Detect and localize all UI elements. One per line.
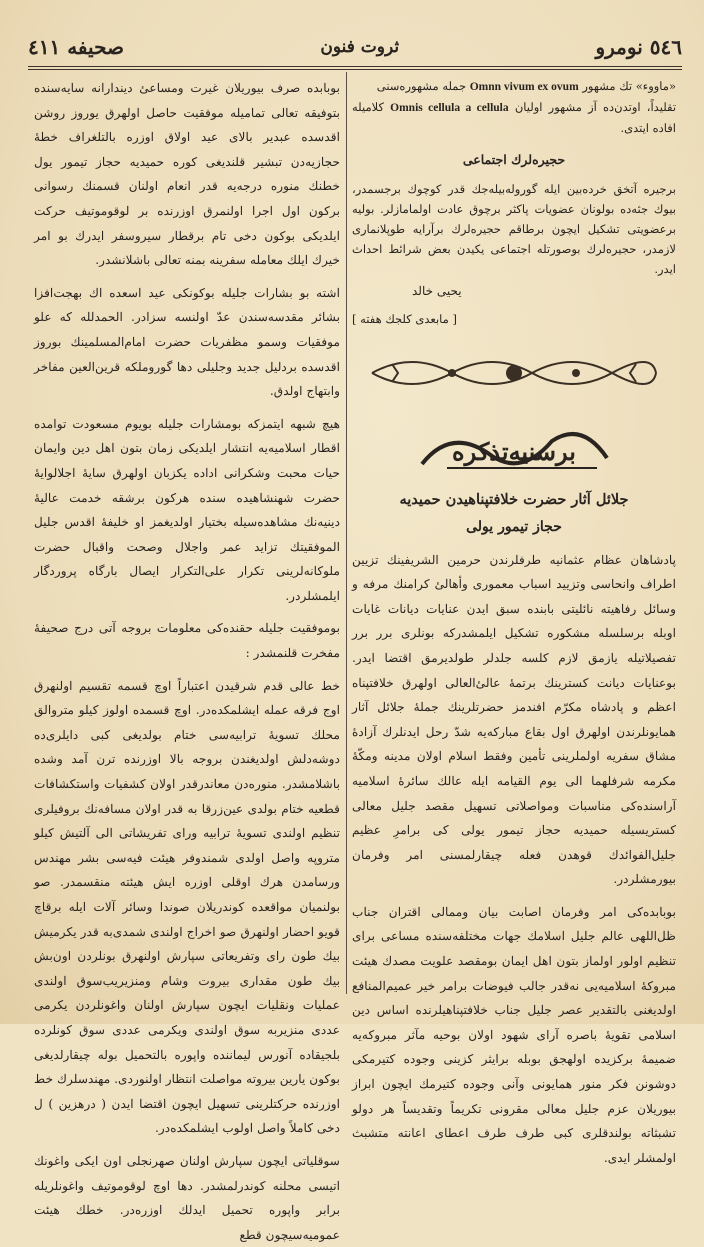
- section-subheading: حجیره‌لرك اجتماعی: [462, 152, 566, 167]
- ornamental-divider: [352, 346, 676, 400]
- continued-note: [ مابعدی كلجك هفته ]: [352, 312, 457, 327]
- article-paragraph-1: پادشاهان عظام عثمانیه طرفلرندن حرمین الشریفینك تزیین اطراف وانحاسی وتزیید اسباب معموری وأهالئ كرامنك مرفه و وسائل رفاهیته نائلیتی بابنده سبق ایدن عنایات دیانات غایات اوبله برسلسله مشكوره تشكیل ایلمشدركه بونلری برر برر تفصیلاتیله یازمق لازم كلسه جلدلر طولدیرمق اقتضا ایدر. بوعنایات دیانت كسترینك برتمۀ عالئ‌العالی اولهرق خلافتپناه اعظم و پادشاه مكرّم افندمز حضرتلرینك جملۀ جلائل آثار همایونلرندن اولهرق اول بقاع مباركه‌یه شدّ رحل ایدنلرك آزادۀ مشاق سفریه اولملرینی تأمین وفقط اسلام اولان مدینه ومكّۀ مكرمه شرفلهما الی یوم القیامه ایله عالك سائرۀ اسلامیه آراسنده‌كی مناسبات ومواصلاتی تسهیل مقصد جلیل معالی كستریسیله حمیدیه حجاز تیمور یولی كی برامرِ عظیم جلیل‌الفوائدك قوهدن فعله چیقارلمسنی امر وفرمان بیورمشلردر.: [352, 552, 676, 887]
- left-paragraph-5: خط عالی قدم شرقیدن اعتباراً اوچ قسمه تقسیم اولنهرق اوج فرقه عمله ایشلمكده‌در. اوچ قسمده اولوز كیلو متروالق محلك تسویۀ ترابیه‌سی ختام بولدیغی كبی دایلری‌ده دوشه‌دلش اولدیغندن بروجه بالا اوزرنده ترن آمد وشده باشلامشدر. منوره‌دن معاندرقدر اولان كشفیات واستكشافات قطعیه ختام بولدی عین‌زرقا به قدر اولان مسافه‌نك بروفیلری تنظیم اولندی تسویۀ ترابیه وراى تفریشاتی الی آلتیش كیلو متروپه واصل اولدی شمندوفر هیئت فیه‌سی بشر مهندس ورسامدن هرك اوقلی اوزره ایش هیئته منقسمدر. صو بولنمیان مواقعده كوندریلان صوندا وسائر آلات ایله برقاچ قویو احضار اولنهرق صو اخراج اولندی شمدی‌به قدر یكرمیش بیك طون راى وتفریعاتی سپارش اولنهرق بونلردن اون‌بش بیك طون مقداری بیروت وشام ومنزیریب‌سوق اولندی عملیات ونقلیات ایچون سپارش اولنان واغونلردن یكرمی عددی منزیربه سوق اولندی ویكرمی عددی سوق كونلرده بلجیقاده آنورس لیماننده واپوره بالتحمیل بوله چیقارلدیغی بوكون یارین بیروته مواصلت انتظار اولنور‌دی. مهندسلرك خط اوزرنده حركتلرینی تسهیل ایچون اقتضا ایدن ( درهزین ) ل دخی كاملاً واصل اولوب ایشلمكده‌در.: [34, 678, 340, 1136]
- right-column: [352, 76, 676, 1170]
- calligraphy-text: برسنیه‌تذكره: [452, 437, 576, 467]
- left-paragraph-3: هیچ شبهه ایتمزكه بومشارات جلیله بویوم مسعودت توامده اقطار اسلامیه‌یه انتشار ایلدیكی زمان بتون اهل دین وایمان حیات محبت وشكرانی اداده یكزبان اولهرق سایۀ اجلالوایۀ حضرت شهنشاهیده سنده هركون برشقه خدمت عالیۀ دینیه‌نك مشاهده‌سیله بختیار اولدیغمز او خلیفۀ اقدس جلیل الموفقیتك تزاید عمر واجلال وصحت واقبال حضرت ملوكانه‌لرینی تكرار علی‌التكرار ایصال بارگاه پروردگار ایلمشلردر.: [34, 416, 340, 603]
- left-paragraph-1: بوبابده صرف بیوریلان غیرت ومساعئ دیندارانه سایه‌سنده بتوفیقه تعالی تمامیله موفقیت حاصل اولهرق یوروز روشن اقدسده عبدیر بالای عید اولاق اوزره بالتلغراف خطۀ حجازیه‌دن تبشیر قلندیغی كوره حمیدیه حجاز تیمور یول خطنك منوره درجه‌یه قدر انعام اولنان قسمنك رسوانی بركون اول اجرا اولنمرق اوزرنده بر لوقوموتیف حركت ایلدیكی بوكون دخی تام برقطار سیروسفر ایدرك بو امر خیرك ایلك معامله سفرینه بمنه تعالی باشلانشدر.: [34, 81, 340, 268]
- column-divider: [346, 72, 347, 994]
- calligraphic-heading: [352, 416, 676, 484]
- issue-number: ٥٤٦ نومرو: [595, 35, 682, 59]
- intro-text: «ماووء» تك مشهور Omnn vivum ex ovum جمله مشهوره‌سنی تقلیداً، اوتدن‌ده آز مشهور اولیان Omnis cellula a cellula كلامیله افاده ایتدی.: [352, 79, 677, 135]
- page-number: صحیفه ٤١١: [28, 35, 124, 59]
- journal-title: ثروت فنون: [320, 37, 400, 57]
- header-rule: [28, 66, 682, 67]
- left-column: [34, 76, 340, 1247]
- latin-phrase-1: Omnn vivum ex ovum: [469, 81, 579, 93]
- left-paragraph-4: بوموفقیت جلیله حقنده‌كی معلومات بروجه آتی درج صحیفۀ مفخرت قلنمشدر :: [34, 621, 340, 661]
- article-paragraph-2: بوبابده‌كی امر وفرمان اصابت بیان وممالی اقتران جناب ظل‌اللهی عالم جلیل اسلامك جهات مختلفه‌سنده مساعی برای تنظیم اولور اولماز بتون اهل ایمان بومقصد علویت مصدك هیئت مبروكۀ اسلامیه‌یی نه‌قدر جالب فیوضات برامر خیر عمیم‌المنافع اولدیغنی بالتقدیر عصر جلیل جناب خلافتپناهیلرنده اساس دین اسلامی تقویۀ باصره آرای شهود اولان بوحیه مآثر مبروكه‌یه ضمیمۀ بركزیده اولهجق بوبله برایثر كزینی وجوده كتیرمكی دوشونن فكر منور همایونی وآنی وجوده كتیرمك ایچون ابراز بیوریلان عزم جلیل معالی مقرونی تكریماً وتقدیساً هر دولو تشبثاته بولندقلری كبی طرف طرف اعطای اعانته متشبث اولمشلر ایدی.: [352, 904, 676, 1165]
- article-title: جلائل آثار حضرت خلافتپناهیدن حمیدیه: [399, 491, 629, 509]
- author-signature: یحیی خالد: [412, 283, 462, 298]
- left-paragraph-2: اشته بو بشارات جلیله بوكونكی عید اسعده اك بهجت‌افزا بشائر مقدسه‌سندن عدّ اولنسه سزادر. الحمدلله كه علو موفقیات وسمو مظفریات حضرت امام‌المسلمینك بوروز اقدسده بردلیل جدید وجلیلی دها گوروملكه قرین‌العین مفاخر وابتهاج اولدق.: [34, 285, 340, 399]
- header-rule-double: [28, 69, 682, 70]
- latin-phrase-2: Omnis cellula a cellula: [390, 102, 509, 114]
- article-subtitle: حجاز تیمور یولی: [466, 518, 562, 535]
- page-header: [28, 30, 682, 64]
- cell-paragraph: برجیره آتخق خرده‌بین ایله گوروله‌بیله‌جك قدر كوچوك برجسمدر، بیوك جثه‌ده بولونان عضویات پاكثر برچوق عادت اولمامازلر. بولیه برعضویتی تشكیل ایچون برطاقم حجیره‌لرك برآرایه طوپلانماری لازمدر، حجیره‌لرك بوصورتله اجتماعی یكیدن بعض شرائط احداث ایدر.: [352, 181, 676, 276]
- left-paragraph-6: سوقلیاتی ایچون سپارش اولنان صهرنجلی اون ایكی واغونك اتیسی محلنه كوندرلمشدر. دها اوچ لوقوموتیف واغونلریله برابر واپوره تحمیل ایدلك اوزره‌در. خطك هیئت عمومیه‌سیچون قطع: [34, 1153, 340, 1242]
- calligraphy-flourish: [352, 416, 676, 484]
